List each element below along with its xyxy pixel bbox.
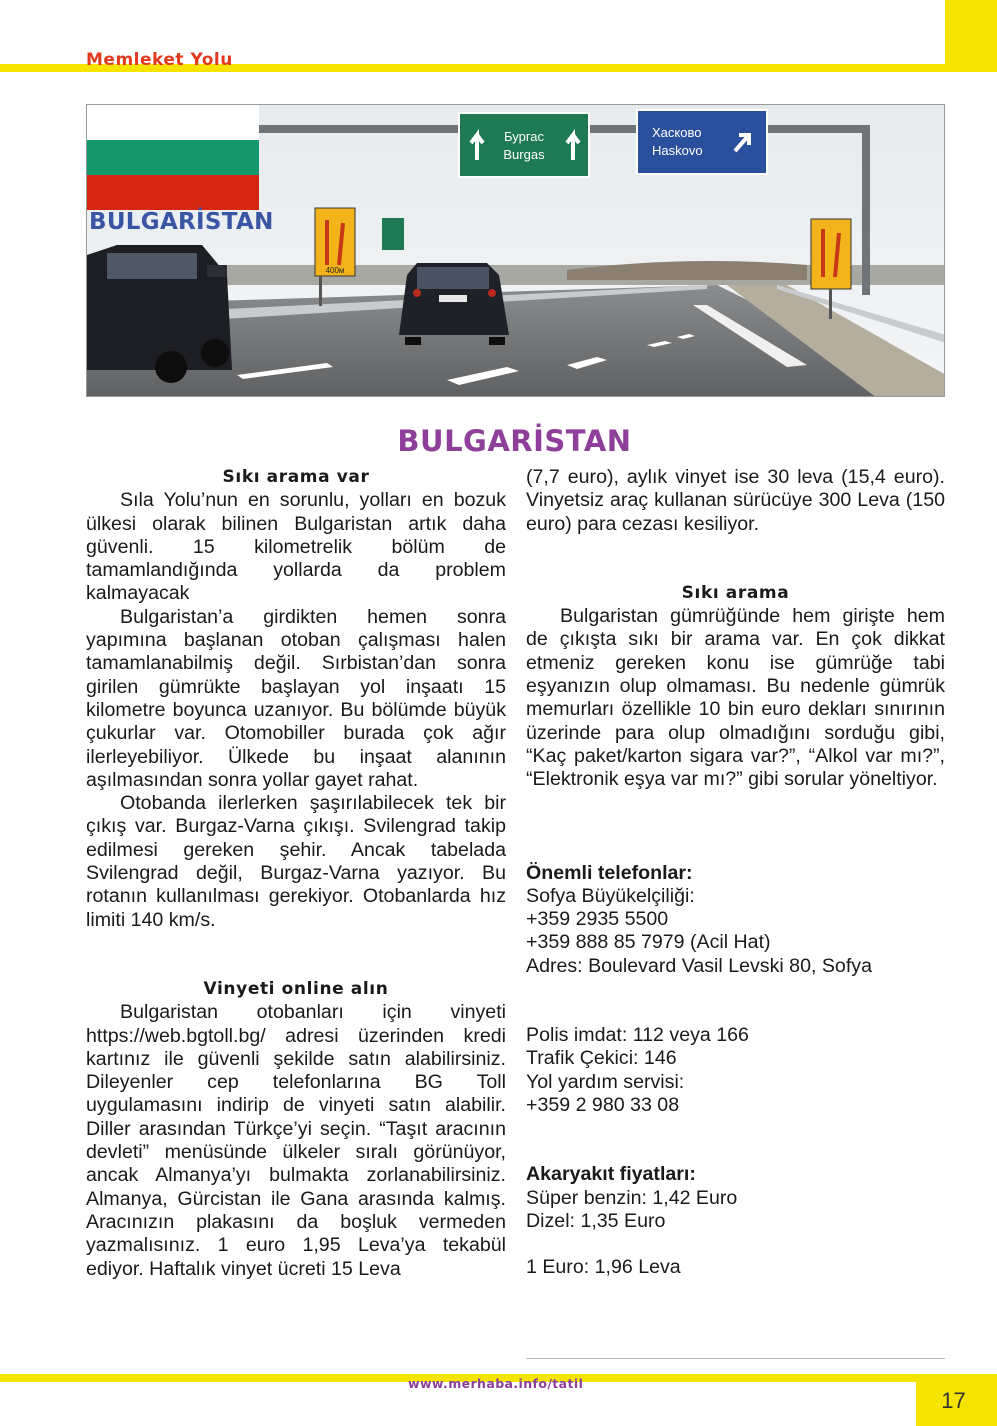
right-column [526,466,945,1279]
fuel-title: Akaryakıt fiyatları: [526,1163,696,1186]
subheading-siki-arama: Sıkı arama [681,582,790,603]
left-column [86,466,506,1281]
sign-right-line2: Haskovo [652,143,703,158]
right-paragraph-2: Bulgaristan gümrüğünde hem girişte hem de çıkışta sıkı bir arama var. En çok dikkat etmeniz gereken konu ise gümrüğe tabi eşyanızın olup olmaması. Bu nedenle gümrük memurları özellikle 10 bin euro dekları sınırının üzerinde para olup olmadığını sorduğu gibi, “Kaç paket/karton sigara var?”, “Alkol var mı?”, “Elektronik eşya var mı?” gibi sorular yöneltiyor. [526,605,945,791]
car-left-icon [87,245,232,383]
emergency-line: Polis imdat: 112 veya 166 [526,1024,749,1047]
sign-right-line1: Хасково [652,125,702,140]
emergency-line: Trafik Çekici: 146 [526,1047,677,1070]
fuel-line: Dizel: 1,35 Euro [526,1209,666,1232]
section-header: Memleket Yolu [86,50,233,70]
flag-stripe-red [87,175,259,210]
flag-stripe-white [87,105,259,140]
left-paragraph-1: Sıla Yolu’nun en sorunlu, yolları en bozuk ülkesi olarak bilinen Bulgaristan artık daha güvenli. 15 kilometrelik bölüm de tamamlandığında yollarda da problem kalmayacak [86,489,506,605]
top-corner-accent [945,0,997,72]
article-title: BULGARİSTAN [397,424,632,458]
footer-url: www.merhaba.info/tatil [408,1376,584,1391]
flag-caption: BULGARİSTAN [89,209,274,235]
left-paragraph-4: Bulgaristan otobanları için vinyeti https://web.bgtoll.bg/ adresi üzerinden kredi kartınız ile güvenli şekilde satın alabilirsiniz. Dileyenler cep telefonlarına BG Toll uygulamasını indirip de vinyeti satın alabilir. Diller arasından Türkçe’yi seçin. “Taşıt aracının devleti” menüsünde ülkeler sıralı görünüyor, ancak Almanya’yı bulmakta zorlanabilirsiniz. Almanya, Gürcistan ile Gana arasında kalmış. Aracınızın plakasını da boşluk vermeden yazmalısınız. 1 euro 1,95 Leva’ya tekabül ediyor. Haftalık vinyet ücreti 15 Leva [86,1001,506,1280]
left-paragraph-2: Bulgaristan’a girdikten hemen sonra yapımına başlanan otoban çalışması halen tamamlanabilmiş değil. Sırbistan’dan sonra girilen gümrükte başlayan yol inşaatı 15 kilometre boyunca uzanıyor. Bu bölümde büyük çukurlar var. Otomobiller burada çok ağır ilerleyebiliyor. Ülkede bu inşaat alanının aşılmasından sonra yollar gayet rahat. [86,605,506,791]
left-paragraph-3: Otobanda ilerlerken şaşırılabilecek tek bir çıkış var. Burgaz-Varna çıkışı. Svilengrad takip edilmesi gereken şehir. Ancak tabelada Svilengrad değil, Burgaz-Varna yazıyor. Bu rotanın kullanılması gerekiyor. Otobanlarda hız limiti 140 km/s. [86,792,506,931]
phone-line: Sofya Büyükelçiliği: [526,884,695,907]
subheading-vinyeti-online: Vinyeti online alın [203,978,389,999]
fuel-line: Süper benzin: 1,42 Euro [526,1186,738,1209]
emergency-line: +359 2 980 33 08 [526,1093,680,1116]
page-number: 17 [941,1388,966,1413]
phone-line: +359 888 85 7979 (Acil Hat) [526,931,771,954]
address-line: Adres: Boulevard Vasil Levski 80, Sofya [526,954,872,977]
phones-title: Önemli telefonlar: [526,861,693,884]
footer-rule [526,1358,945,1359]
highway-photo [86,104,945,397]
right-paragraph-1: (7,7 euro), aylık vinyet ise 30 leva (15,4 euro). Vinyetsiz araç kullanan sürücüye 300 Leva (150 euro) para cezası kesiliyor. [526,466,945,535]
flag-stripe-green [87,140,259,175]
sign-left-line1: Бургас [503,129,545,144]
sign-left-line2: Burgas [503,147,545,162]
phone-line: +359 2935 5500 [526,908,669,931]
bulgaria-flag [87,105,259,210]
exchange-rate: 1 Euro: 1,96 Leva [526,1256,681,1279]
warning-sign-label: 400м [325,266,345,275]
emergency-line: Yol yardım servisi: [526,1070,685,1093]
car-center-icon [399,263,509,345]
subheading-siki-arama-var: Sıkı arama var [222,467,370,487]
